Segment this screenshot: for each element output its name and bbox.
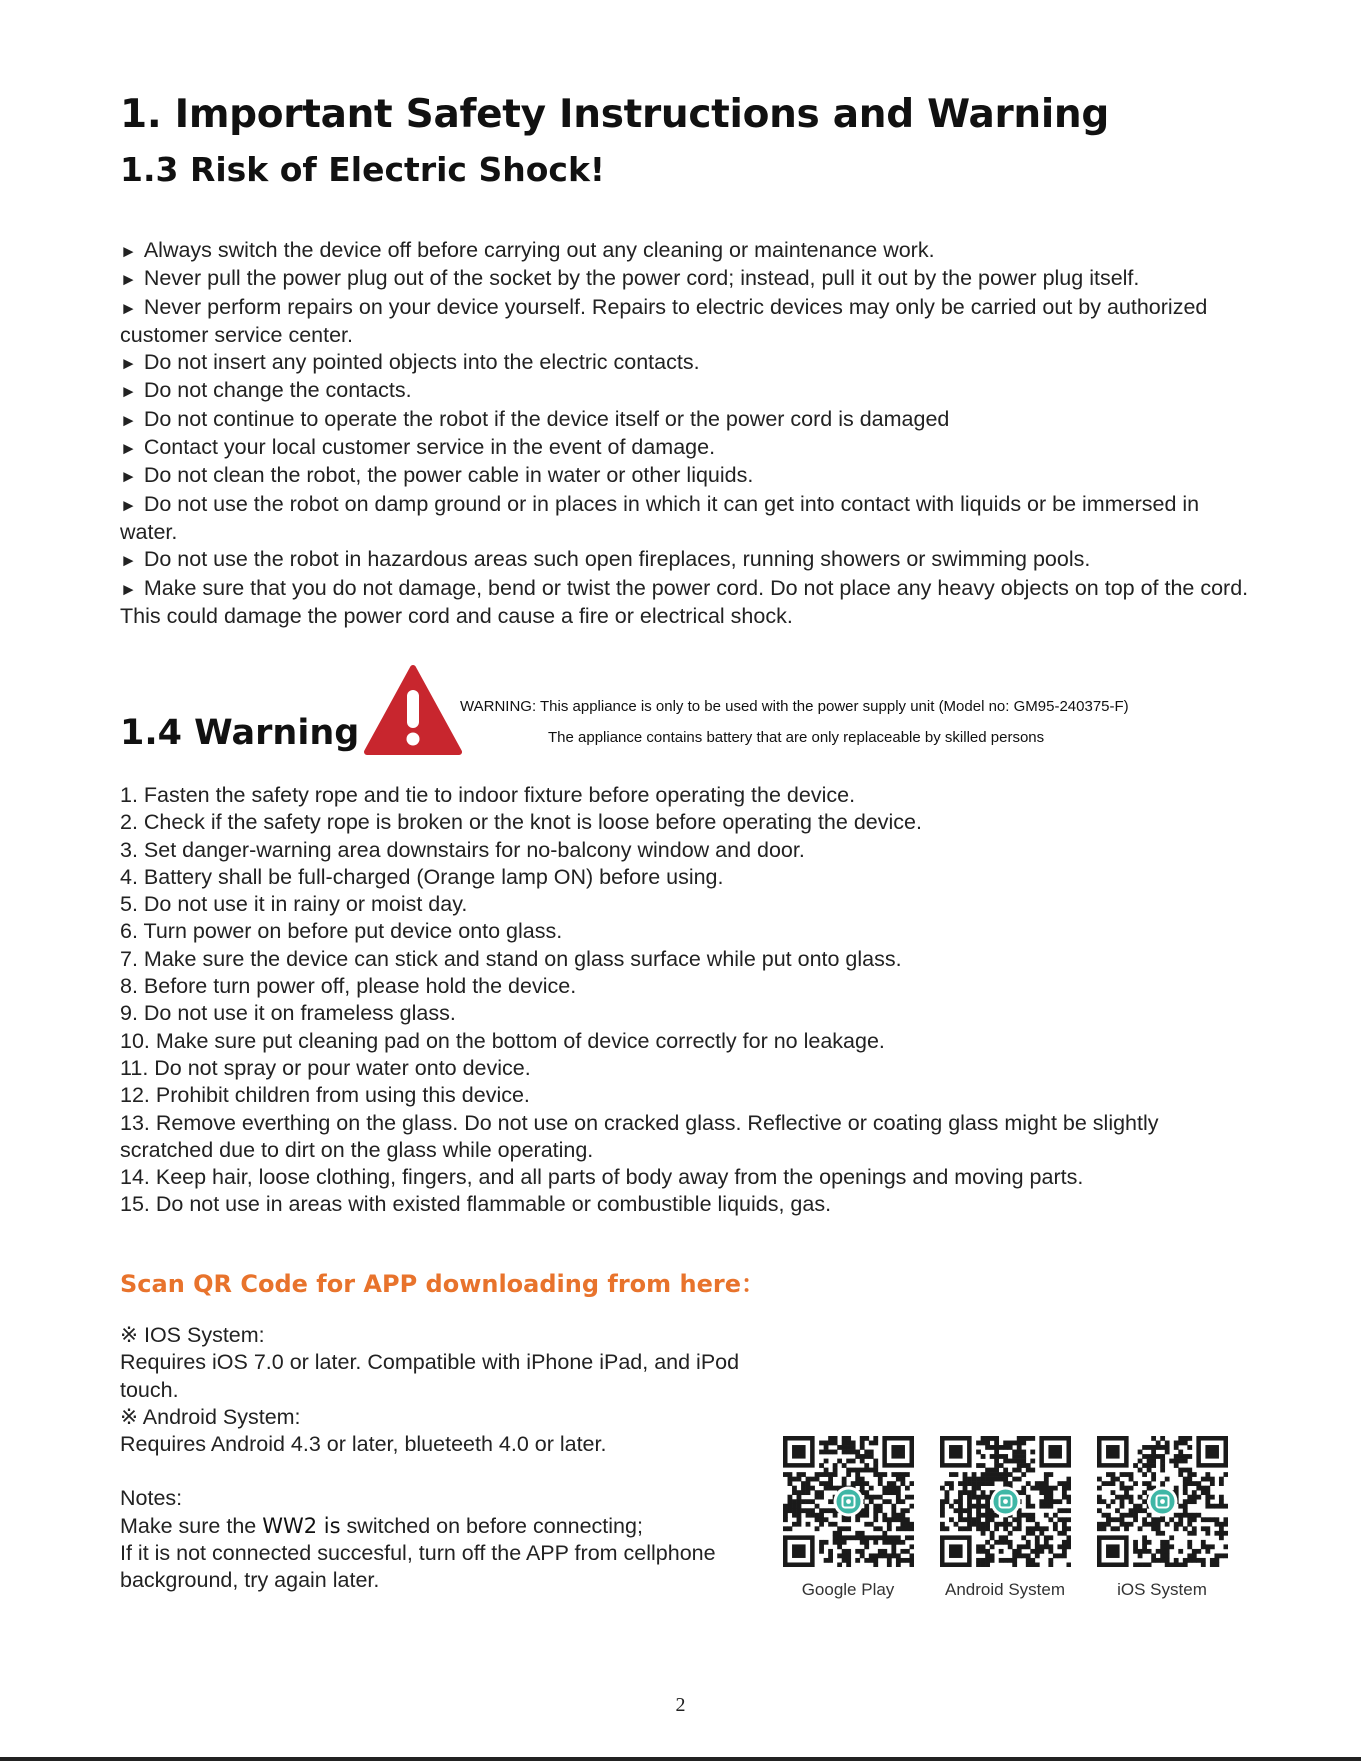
section-heading-electric-shock: 1.3 Risk of Electric Shock! <box>120 150 605 189</box>
list-item: 12. Prohibit children from using this device. <box>120 1083 530 1108</box>
android-requirements: Requires Android 4.3 or later, blueteeth 4.0 or later. <box>120 1432 607 1457</box>
bullet-arrow-icon: ► <box>120 242 137 261</box>
list-item: 11. Do not spray or pour water onto device. <box>120 1055 531 1080</box>
qr-code-icon <box>940 1436 1071 1567</box>
list-item: ► Never perform repairs on your device yourself. Repairs to electric devices may only be carried out by authorized customer service center. <box>120 294 1208 347</box>
list-item: 5. Do not use it in rainy or moist day. <box>120 892 468 917</box>
list-item: ► Do not change the contacts. <box>120 377 1250 405</box>
bullet-arrow-icon: ► <box>120 579 137 599</box>
list-item: ► Do not insert any pointed objects into the electric contacts. <box>120 349 1250 377</box>
list-item: ► Contact your local customer service in the event of damage. <box>120 434 1250 462</box>
qr-label-android-system: Android System <box>945 1580 1065 1599</box>
warning-note-battery: The appliance contains battery that are only replaceable by skilled persons <box>548 729 1045 746</box>
bullet-arrow-icon: ► <box>120 270 137 290</box>
qr-code-icon <box>783 1436 914 1567</box>
list-item: 9. Do not use it on frameless glass. <box>120 1001 456 1026</box>
list-item: 3. Set danger-warning area downstairs for no-balcony window and door. <box>120 837 805 862</box>
spacer <box>120 1458 800 1485</box>
bullet-arrow-icon: ► <box>120 439 137 459</box>
scan-qr-heading: Scan QR Code for APP downloading from here： <box>120 1270 765 1298</box>
qr-code-icon <box>1097 1436 1228 1567</box>
notes-line-2: If it is not connected succesful, turn off the APP from cellphone background, try again later. <box>120 1541 716 1593</box>
page-number: 2 <box>675 1694 686 1716</box>
qr-label-ios-system: iOS System <box>1117 1580 1207 1599</box>
list-item: ► Do not continue to operate the robot if the device itself or the power cord is damaged <box>120 406 1250 434</box>
list-item: ► Always switch the device off before carrying out any cleaning or maintenance work. <box>120 237 1250 265</box>
electric-shock-list <box>120 237 1250 630</box>
warning-triangle-icon <box>364 664 462 756</box>
bullet-arrow-icon: ► <box>120 495 137 515</box>
list-item: ► Do not use the robot on damp ground or in places in which it can get into contact with liquids or be immersed in water. <box>120 491 1200 544</box>
list-item: ► Do not clean the robot, the power cable in water or other liquids. <box>120 462 1250 490</box>
list-item: 10. Make sure put cleaning pad on the bottom of device correctly for no leakage. <box>120 1028 885 1053</box>
list-item: ► Do not use the robot in hazardous areas such open fireplaces, running showers or swimming pools. <box>120 546 1250 574</box>
list-item: 2. Check if the safety rope is broken or the knot is loose before operating the device. <box>120 810 922 835</box>
list-item: 4. Battery shall be full-charged (Orange lamp ON) before using. <box>120 864 724 889</box>
list-item: 1. Fasten the safety rope and tie to indoor fixture before operating the device. <box>120 783 856 807</box>
list-item: 8. Before turn power off, please hold the device. <box>120 974 577 999</box>
page-title: 1. Important Safety Instructions and Warning <box>120 92 1110 137</box>
bullet-arrow-icon: ► <box>120 551 137 571</box>
list-item: 6. Turn power on before put device onto glass. <box>120 919 563 944</box>
warning-list <box>120 782 1250 1219</box>
qr-label-google-play: Google Play <box>801 1580 895 1599</box>
bullet-arrow-icon: ► <box>120 354 137 374</box>
list-item: 15. Do not use in areas with existed flammable or combustible liquids, gas. <box>120 1192 832 1217</box>
ios-system-label: ※ IOS System: <box>120 1323 265 1347</box>
notes-line-1: Make sure the WW2 is switched on before connecting; <box>120 1513 643 1538</box>
app-requirements <box>120 1322 800 1595</box>
list-item: 7. Make sure the device can stick and stand on glass surface while put onto glass. <box>120 946 902 971</box>
bullet-arrow-icon: ► <box>120 410 137 430</box>
notes-label: Notes: <box>120 1486 183 1511</box>
section-heading-warning: 1.4 Warning <box>120 713 360 753</box>
bullet-arrow-icon: ► <box>120 467 137 487</box>
list-item: ► Make sure that you do not damage, bend or twist the power cord. Do not place any heavy objects on top of the cord. This could damage the power cord and cause a fire or electrical shock. <box>120 575 1249 628</box>
list-item: 14. Keep hair, loose clothing, fingers, and all parts of body away from the openings and moving parts. <box>120 1165 1084 1190</box>
warning-note-power-supply: WARNING: This appliance is only to be used with the power supply unit (Model no: GM95-240375-F) <box>460 698 1129 715</box>
ios-requirements: Requires iOS 7.0 or later. Compatible with iPhone iPad, and iPod touch. <box>120 1350 740 1402</box>
model-name: WW2 is <box>262 1513 341 1538</box>
list-item: ► Never pull the power plug out of the socket by the power cord; instead, pull it out by the power plug itself. <box>120 265 1250 293</box>
page-bottom-border <box>0 1757 1361 1761</box>
list-item: 13. Remove everthing on the glass. Do not use on cracked glass. Reflective or coating glass might be slightly scratched due to dirt on the glass while operating. <box>120 1110 1159 1162</box>
bullet-arrow-icon: ► <box>120 298 137 318</box>
bullet-arrow-icon: ► <box>120 382 137 402</box>
android-system-label: ※ Android System: <box>120 1404 301 1429</box>
